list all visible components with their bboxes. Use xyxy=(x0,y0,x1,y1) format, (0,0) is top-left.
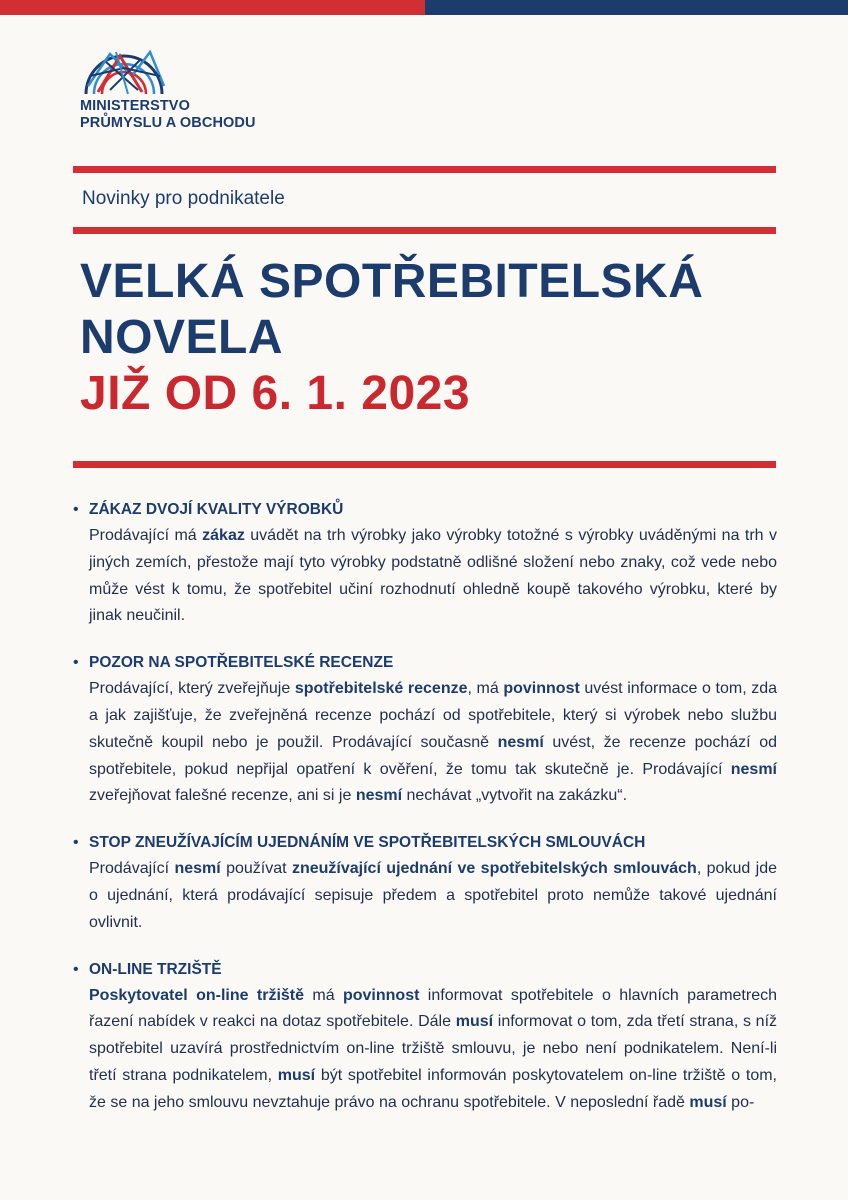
item-heading: STOP ZNEUŽÍVAJÍCÍM UJEDNÁNÍM VE SPOTŘEBITELSKÝCH SMLOUVÁCH xyxy=(89,834,646,852)
item-text: Prodávající má zákaz uvádět na trh výrobky jako výrobky totožné s výrobky uváděnými na trh v jiných zemích, přestože mají tyto výrobky podstatně odlišné složení nebo znaky, což vede nebo může vést k tomu, že spotřebitel učiní rozhodnutí ohledně koupě takového výrobku, které by jinak neučinil. xyxy=(89,527,778,625)
divider-rule xyxy=(73,166,776,173)
top-color-bar xyxy=(0,0,848,15)
list-item xyxy=(73,649,777,810)
logo-line-2: PRŮMYSLU A OBCHODU xyxy=(80,115,256,131)
logo-line-1: MINISTERSTVO xyxy=(80,98,190,114)
title-line-1: VELKÁ SPOTŘEBITELSKÁ xyxy=(80,255,704,308)
item-text: Prodávající nesmí používat zneužívající ujednání ve spotřebitelských smlouvách, pokud jde o ujednání, která prodávající sepisuje předem a spotřebitel proto nemůže takové ujednání ovlivnit. xyxy=(89,860,777,931)
top-bar-blue xyxy=(425,0,848,15)
bullet-icon: • xyxy=(73,834,79,852)
list-item xyxy=(73,956,777,1117)
item-heading: ON-LINE TRZIŠTĚ xyxy=(89,960,222,978)
item-heading: ZÁKAZ DVOJÍ KVALITY VÝROBKŮ xyxy=(89,501,344,518)
list-item xyxy=(73,496,777,630)
page-title xyxy=(80,254,780,422)
ministry-logo xyxy=(80,46,280,132)
bullet-icon: • xyxy=(73,501,79,518)
divider-rule xyxy=(73,227,776,234)
list-item xyxy=(73,829,777,936)
item-text: Poskytovatel on-line tržiště má povinnost informovat spotřebitele o hlavních parametrech řazení nabídek v reakci na dotaz spotřebitele. Dále musí informovat o tom, zda třetí strana, s níž spotřebitel uzavírá prostřednictvím on-line tržiště smlouvu, je nebo není podnikatelem. Není-li třetí strana podnikatelem, musí být spotřebitel informován poskytovatelem on-line tržiště o tom, že se na jeho smlouvu nevztahuje právo na ochranu spotřebitele. V neposlední řadě musí po- xyxy=(89,986,778,1111)
globe-emblem-icon xyxy=(80,46,168,96)
title-line-2: NOVELA xyxy=(80,311,284,364)
logo-text xyxy=(80,98,280,132)
title-date-line: JIŽ OD 6. 1. 2023 xyxy=(80,367,471,420)
top-bar-red xyxy=(0,0,425,15)
content-list xyxy=(73,496,777,1136)
bullet-icon: • xyxy=(73,960,79,978)
item-text: Prodávající, který zveřejňuje spotřebitelské recenze, má povinnost uvést informace o tom, zda a jak zajišťuje, že zveřejněná recenze pochází od spotřebitele, který si výrobek nebo službu skutečně koupil nebo je použil. Prodávající současně nesmí uvést, že recenze pochází od spotřebitele, pokud nepřijal opatření k ověření, že tomu tak skutečně je. Prodávající nesmí zveřejňovat falešné recenze, ani si je nesmí nechávat „vytvořit na zakázku“. xyxy=(89,680,778,805)
item-heading: POZOR NA SPOTŘEBITELSKÉ RECENZE xyxy=(89,654,394,672)
bullet-icon: • xyxy=(73,654,79,672)
divider-rule xyxy=(73,461,776,468)
kicker-label: Novinky pro podnikatele xyxy=(82,188,285,209)
